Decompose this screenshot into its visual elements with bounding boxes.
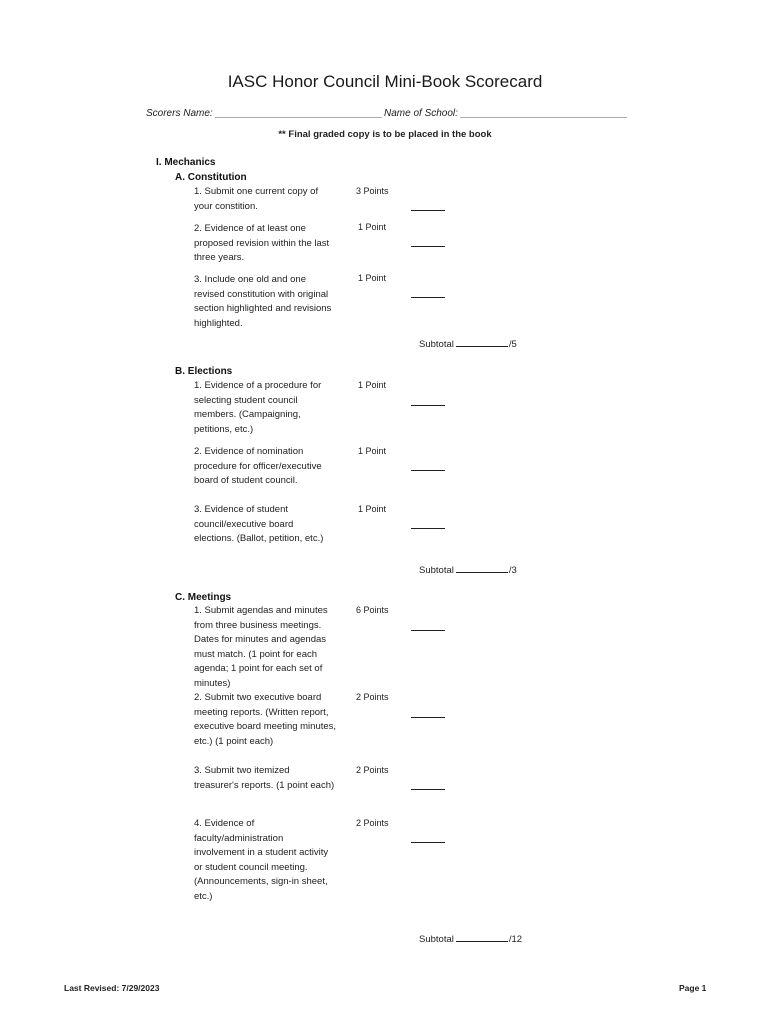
- item-points: 3 Points: [356, 186, 389, 196]
- school-name-field[interactable]: Name of School: ______________________________: [384, 108, 628, 119]
- subtotal-label: Subtotal: [419, 934, 454, 945]
- item-points: 1 Point: [358, 380, 387, 390]
- score-blank[interactable]: [411, 297, 445, 298]
- subtotal-max: /12: [508, 934, 523, 945]
- last-revised: Last Revised: 7/29/2023: [64, 983, 160, 993]
- item-points: 1 Point: [358, 504, 387, 514]
- item-points: 1 Point: [358, 273, 387, 283]
- subtotal-max: /5: [508, 339, 517, 350]
- subtotal-elections: [419, 563, 517, 576]
- score-blank[interactable]: [411, 246, 445, 247]
- section-heading-mechanics: I. Mechanics: [156, 157, 216, 168]
- item-description: 1. Submit agendas and minutes from three business meetings. Dates for minutes and agendas must match. (1 point for each agenda; 1 point for each set of minutes): [194, 605, 328, 689]
- item-description: 3. Submit two itemized treasurer's reports. (1 point each): [194, 765, 335, 791]
- item-points: 1 Point: [358, 446, 387, 456]
- score-blank[interactable]: [411, 405, 445, 406]
- subtotal-blank[interactable]: [456, 932, 508, 942]
- placement-note: ** Final graded copy is to be placed in the book: [278, 129, 492, 140]
- score-blank[interactable]: [411, 210, 445, 211]
- item-description: 1. Evidence of a procedure for selecting student council members. (Campaigning, petitions, etc.): [194, 380, 322, 435]
- subtotal-blank[interactable]: [456, 337, 508, 347]
- page-title: IASC Honor Council Mini-Book Scorecard: [227, 72, 543, 91]
- subtotal-label: Subtotal: [419, 339, 454, 350]
- subtotal-blank[interactable]: [456, 563, 508, 573]
- score-blank[interactable]: [411, 470, 445, 471]
- item-description: 2. Evidence of at least one proposed revision within the last three years.: [194, 223, 330, 264]
- score-blank[interactable]: [411, 717, 445, 718]
- item-points: 2 Points: [356, 692, 389, 702]
- score-blank[interactable]: [411, 528, 445, 529]
- subtotal-meetings: [419, 932, 522, 945]
- score-blank[interactable]: [411, 630, 445, 631]
- item-description: 2. Evidence of nomination procedure for officer/executive board of student council.: [194, 446, 322, 487]
- item-description: 4. Evidence of faculty/administration involvement in a student activity or student council meeting. (Announcements, sign-in sheet, etc.): [194, 818, 329, 902]
- subsection-heading-constitution: A. Constitution: [175, 172, 247, 183]
- item-description: 3. Evidence of student council/executive board elections. (Ballot, petition, etc.): [194, 504, 324, 545]
- subtotal-max: /3: [508, 565, 517, 576]
- item-points: 2 Points: [356, 818, 389, 828]
- subtotal-constitution: [419, 337, 517, 350]
- item-points: 2 Points: [356, 765, 389, 775]
- subtotal-label: Subtotal: [419, 565, 454, 576]
- score-blank[interactable]: [411, 789, 445, 790]
- page-number: Page 1: [679, 983, 707, 993]
- item-points: 1 Point: [358, 222, 387, 232]
- subsection-heading-elections: B. Elections: [175, 366, 233, 377]
- item-description: 3. Include one old and one revised constitution with original section highlighted and revisions highlighted.: [194, 274, 332, 329]
- subsection-heading-meetings: C. Meetings: [175, 592, 232, 603]
- score-blank[interactable]: [411, 842, 445, 843]
- item-description: 2. Submit two executive board meeting reports. (Written report, executive board meeting minutes, etc.) (1 point each): [194, 692, 337, 747]
- item-points: 6 Points: [356, 605, 389, 615]
- scorers-name-field[interactable]: Scorers Name: ______________________________: [146, 108, 383, 119]
- item-description: 1. Submit one current copy of your constition.: [194, 186, 319, 212]
